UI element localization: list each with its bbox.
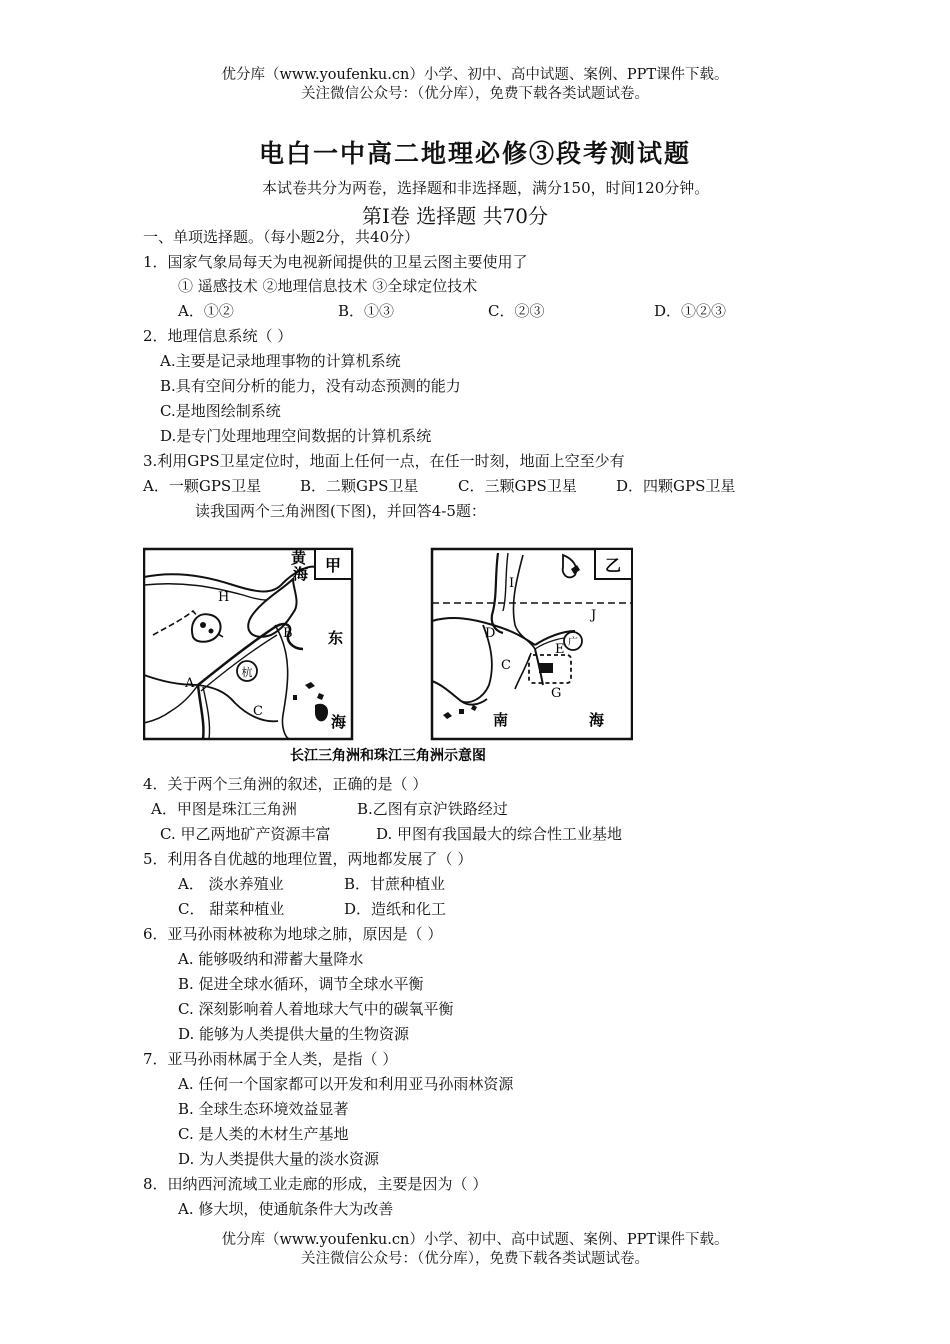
hang-label: 杭 [241,666,253,679]
q4-stem: 4．关于两个三角洲的叙述，正确的是（ ） [143,775,428,793]
map-yi [432,549,632,739]
q6-stem: 6．亚马孙雨林被称为地球之肺，原因是（ ） [143,925,443,943]
q7-option-d: D. 为人类提供大量的淡水资源 [178,1150,380,1168]
q3-option-c: C．三颗GPS卫星 [458,477,577,495]
g-label: G [551,686,562,701]
a-label: A [185,676,195,691]
q4-option-d: D. 甲图有我国最大的综合性工业基地 [376,825,623,843]
intro-text: 本试卷共分为两卷，选择题和非选择题，满分150，时间120分钟。 [262,179,710,197]
q4-option-b: B.乙图有京沪铁路经过 [357,800,508,818]
part-heading: 一、单项选择题。（每小题2分，共40分） [143,228,420,246]
read-note: 读我国两个三角洲图(下图)，并回答4-5题： [195,502,486,520]
q5-option-d: D．造纸和化工 [344,900,447,918]
jia-tag: 甲 [324,556,342,575]
yi-tag: 乙 [604,556,622,575]
figure-caption: 长江三角洲和珠江三角洲示意图 [290,748,486,764]
dong-label: 东 [328,629,344,647]
q5-option-c: C． 甜菜种植业 [178,900,285,918]
nan-label: 南 [493,711,509,729]
q7-option-c: C. 是人类的木材生产基地 [178,1125,349,1143]
q6-option-a: A. 能够吸纳和滞蓄大量降水 [178,950,364,968]
b-label: B [283,626,293,641]
q8-option-a: A. 修大坝，使通航条件大为改善 [178,1200,394,1218]
footer-line-2: 关注微信公众号：（优分库），免费下载各类试题试卷。 [301,1251,649,1267]
q1-stem: 1．国家气象局每天为电视新闻提供的卫星云图主要使用了 [143,253,528,271]
q7-stem: 7．亚马孙雨林属于全人类，是指（ ） [143,1050,398,1068]
q2-stem: 2．地理信息系统（ ） [143,327,293,345]
header-line-1: 优分库（www.youfenku.cn）小学、初中、高中试题、案例、PPT课件下载。 [221,67,729,83]
q8-stem: 8．田纳西河流域工业走廊的形成，主要是因为（ ） [143,1175,488,1193]
q4-option-a: A．甲图是珠江三角洲 [151,800,297,818]
q5-stem: 5．利用各自优越的地理位置，两地都发展了（ ） [143,850,473,868]
q2-option-c: C.是地图绘制系统 [160,402,281,420]
map-jia [144,549,352,739]
hai-label: 海 [589,711,605,729]
q7-option-b: B. 全球生态环境效益显著 [178,1100,349,1118]
guang-label: 广 [568,637,578,648]
e-label: E [555,642,565,657]
q7-option-a: A. 任何一个国家都可以开发和利用亚马孙雨林资源 [178,1075,514,1093]
huang-label: 黄 [291,549,307,567]
i-label: I [509,576,515,591]
q6-option-d: D. 能够为人类提供大量的生物资源 [178,1025,410,1043]
q5-option-a: A． 淡水养殖业 [178,875,284,893]
q1-option-c: C．②③ [488,302,545,320]
q3-option-b: B．二颗GPS卫星 [300,477,419,495]
footer-line-1: 优分库（www.youfenku.cn）小学、初中、高中试题、案例、PPT课件下载。 [221,1232,729,1248]
delta-maps-figure [143,545,633,767]
hai2-label: 海 [331,713,347,731]
hai1-label: 海 [293,565,309,583]
q2-option-b: B.具有空间分析的能力，没有动态预测的能力 [160,377,461,395]
q6-option-b: B. 促进全球水循环，调节全球水平衡 [178,975,424,993]
header-line-2: 关注微信公众号：（优分库），免费下载各类试题试卷。 [301,86,649,102]
q2-option-d: D.是专门处理地理空间数据的计算机系统 [160,427,432,445]
q3-stem: 3.利用GPS卫星定位时，地面上任何一点，在任一时刻，地面上空至少有 [143,452,625,470]
page-title: 电白一中高二地理必修③段考测试题 [258,139,691,168]
q1-option-d: D．①②③ [654,302,727,320]
d-label: D [485,626,496,641]
q1-items: ① 遥感技术 ②地理信息技术 ③全球定位技术 [178,277,478,295]
q6-option-c: C. 深刻影响着人着地球大气中的碳氧平衡 [178,1000,454,1018]
q1-option-a: A．①② [178,302,234,320]
h-label: H [218,590,230,605]
c-label-left: C [253,704,263,719]
j-label: J [591,608,597,623]
q3-option-d: D．四颗GPS卫星 [616,477,736,495]
q1-option-b: B．①③ [338,302,395,320]
q5-option-b: B．甘蔗种植业 [344,875,446,893]
section-title: 第Ⅰ卷 选择题 共70分 [361,204,549,228]
q4-option-c: C. 甲乙两地矿产资源丰富 [160,825,331,843]
q2-option-a: A.主要是记录地理事物的计算机系统 [160,352,401,370]
q3-option-a: A．一颗GPS卫星 [143,477,262,495]
c-label-right: C [501,658,511,673]
